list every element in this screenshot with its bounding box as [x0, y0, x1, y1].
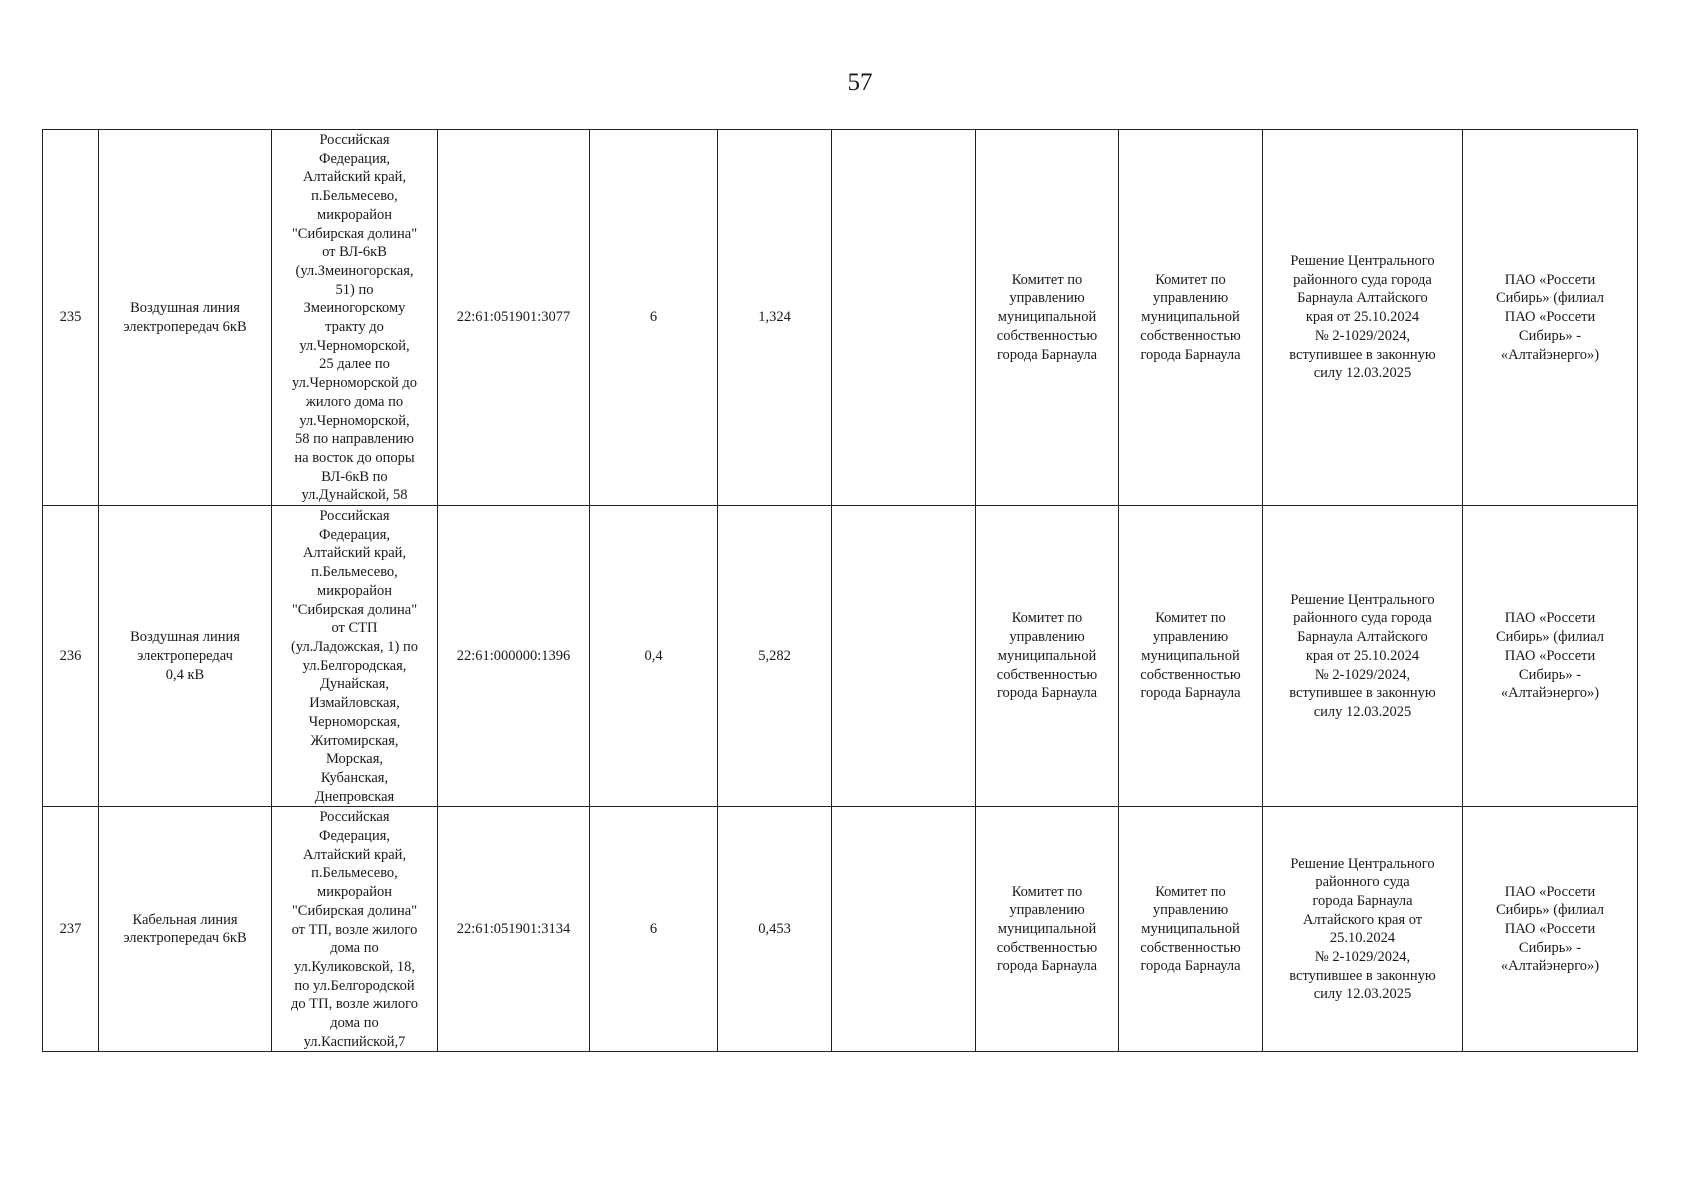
empty-cell	[832, 130, 976, 506]
voltage-cell: 6	[590, 807, 718, 1052]
row-number-cell: 237	[43, 807, 99, 1052]
legal-basis-cell: Решение Центрального районного суда города Барнаула Алтайского края от 25.10.2024 № 2-1029/2024, вступившее в законную силу 12.03.2025	[1263, 506, 1463, 807]
empty-cell	[832, 807, 976, 1052]
object-name-cell: Кабельная линия электропередач 6кВ	[99, 807, 272, 1052]
cadastral-number-cell: 22:61:051901:3077	[438, 130, 590, 506]
table-row	[43, 130, 1638, 506]
rights-holder-cell: Комитет по управлению муниципальной собственностью города Барнаула	[976, 130, 1119, 506]
operator-cell: ПАО «Россети Сибирь» (филиал ПАО «Россети Сибирь» - «Алтайэнерго»)	[1463, 807, 1638, 1052]
registry-table	[42, 129, 1638, 1052]
row-number-cell: 235	[43, 130, 99, 506]
length-cell: 5,282	[718, 506, 832, 807]
rights-holder-cell: Комитет по управлению муниципальной собственностью города Барнаула	[976, 506, 1119, 807]
empty-cell	[832, 506, 976, 807]
length-cell: 0,453	[718, 807, 832, 1052]
object-name-cell: Воздушная линия электропередач 0,4 кВ	[99, 506, 272, 807]
table-row	[43, 807, 1638, 1052]
operator-cell: ПАО «Россети Сибирь» (филиал ПАО «Россети Сибирь» - «Алтайэнерго»)	[1463, 130, 1638, 506]
length-cell: 1,324	[718, 130, 832, 506]
applicant-cell: Комитет по управлению муниципальной собственностью города Барнаула	[1119, 506, 1263, 807]
legal-basis-cell: Решение Центрального районного суда города Барнаула Алтайского края от 25.10.2024 № 2-1029/2024, вступившее в законную силу 12.03.2025	[1263, 130, 1463, 506]
table-row	[43, 506, 1638, 807]
object-address-cell: Российская Федерация, Алтайский край, п.Бельмесево, микрорайон "Сибирская долина" от СТП (ул.Ладожская, 1) по ул.Белгородская, Дунайская, Измайловская, Черноморская, Житомирская, Морская, Кубанская, Днепровская	[272, 506, 438, 807]
voltage-cell: 0,4	[590, 506, 718, 807]
page-number: 57	[847, 69, 873, 96]
object-address-cell: Российская Федерация, Алтайский край, п.Бельмесево, микрорайон "Сибирская долина" от ВЛ-6кВ (ул.Змеиногорская, 51) по Змеиногорскому тракту до ул.Черноморской, 25 далее по ул.Черноморской до жилого дома по ул.Черноморской, 58 по направлению на восток до опоры ВЛ-6кВ по ул.Дунайской, 58	[272, 130, 438, 506]
applicant-cell: Комитет по управлению муниципальной собственностью города Барнаула	[1119, 807, 1263, 1052]
cadastral-number-cell: 22:61:000000:1396	[438, 506, 590, 807]
object-address-cell: Российская Федерация, Алтайский край, п.Бельмесево, микрорайон "Сибирская долина" от ТП, возле жилого дома по ул.Куликовской, 18, по ул.Белгородской до ТП, возле жилого дома по ул.Каспийской,7	[272, 807, 438, 1052]
cadastral-number-cell: 22:61:051901:3134	[438, 807, 590, 1052]
object-name-cell: Воздушная линия электропередач 6кВ	[99, 130, 272, 506]
row-number-cell: 236	[43, 506, 99, 807]
operator-cell: ПАО «Россети Сибирь» (филиал ПАО «Россети Сибирь» - «Алтайэнерго»)	[1463, 506, 1638, 807]
applicant-cell: Комитет по управлению муниципальной собственностью города Барнаула	[1119, 130, 1263, 506]
voltage-cell: 6	[590, 130, 718, 506]
rights-holder-cell: Комитет по управлению муниципальной собственностью города Барнаула	[976, 807, 1119, 1052]
legal-basis-cell: Решение Центрального районного суда города Барнаула Алтайского края от 25.10.2024 № 2-1029/2024, вступившее в законную силу 12.03.2025	[1263, 807, 1463, 1052]
